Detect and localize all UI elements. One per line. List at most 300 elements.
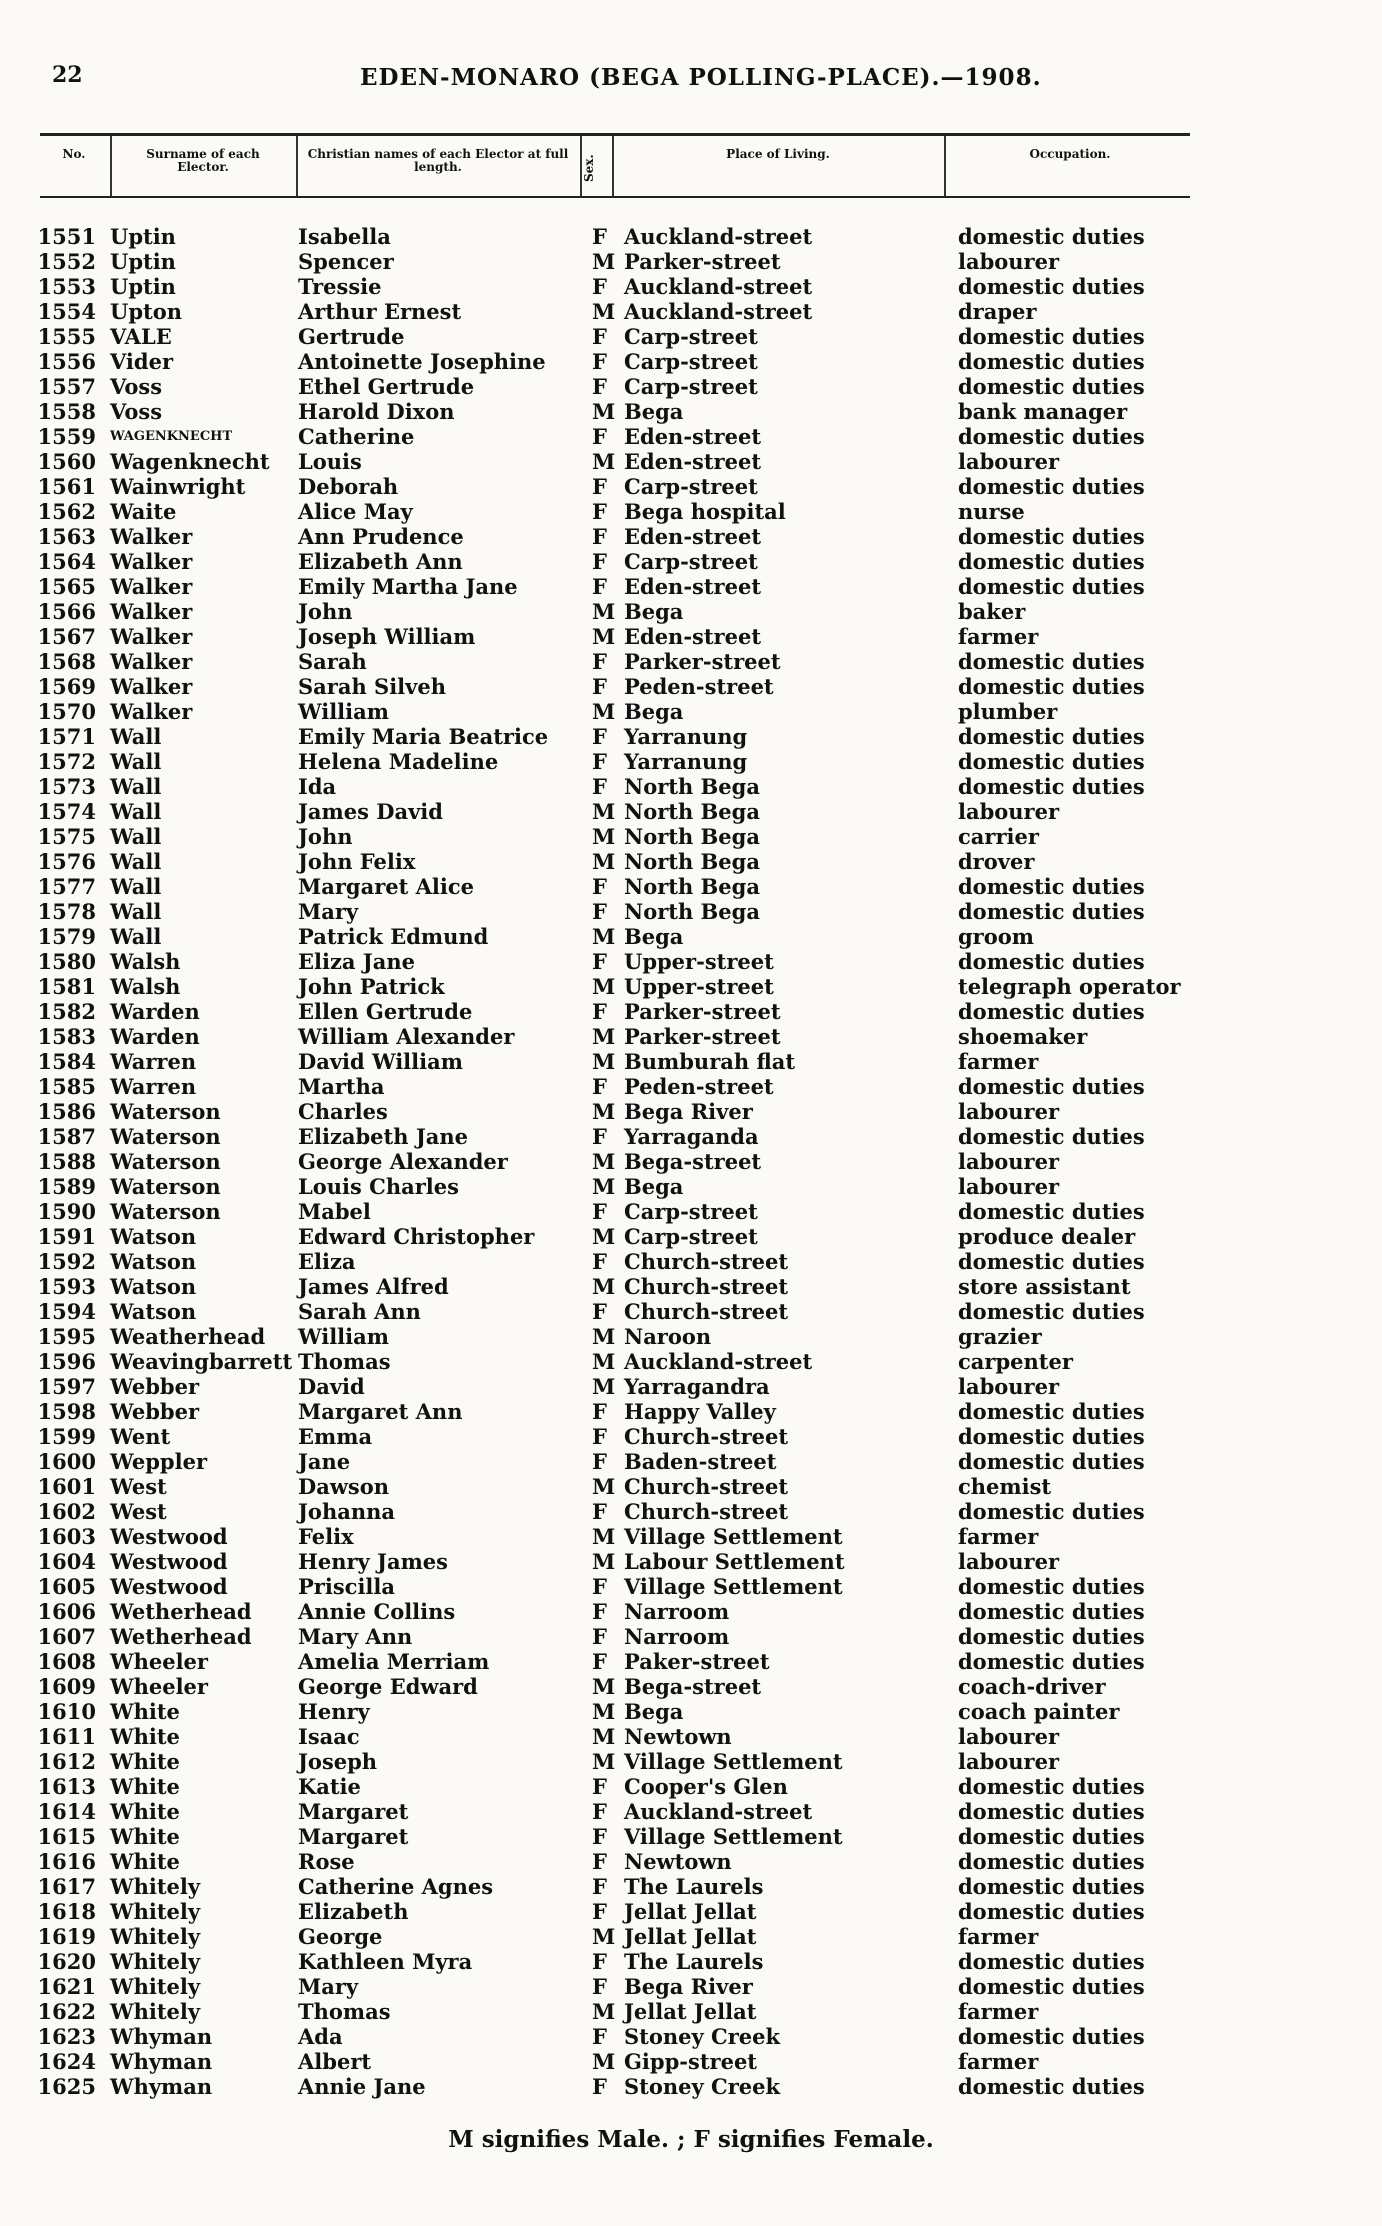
place-of-living: Narroom <box>624 1624 730 1649</box>
sex: M <box>592 299 616 324</box>
page-number: 22 <box>52 62 83 88</box>
surname: Vider <box>110 349 174 374</box>
surname: Whitely <box>110 1999 201 2024</box>
surname: Wall <box>110 824 162 849</box>
christian-names: Mary <box>298 899 359 924</box>
table-row <box>0 999 1382 1024</box>
occupation: coach-driver <box>958 1674 1106 1699</box>
occupation: domestic duties <box>958 324 1145 349</box>
table-row <box>0 824 1382 849</box>
place-of-living: North Bega <box>624 874 760 899</box>
elector-number: 1618 <box>37 1899 96 1924</box>
sex: F <box>592 1974 607 1999</box>
elector-number: 1586 <box>37 1099 96 1124</box>
table-row <box>0 649 1382 674</box>
sex: F <box>592 1424 607 1449</box>
elector-number: 1573 <box>37 774 96 799</box>
place-of-living: Parker-street <box>624 649 781 674</box>
surname: West <box>110 1499 167 1524</box>
table-row <box>0 349 1382 374</box>
place-of-living: Parker-street <box>624 1024 781 1049</box>
surname: Uptin <box>110 274 176 299</box>
surname: Whitely <box>110 1949 201 1974</box>
elector-number: 1611 <box>37 1724 96 1749</box>
table-row <box>0 674 1382 699</box>
christian-names: John <box>298 824 353 849</box>
place-of-living: North Bega <box>624 824 760 849</box>
surname: Wall <box>110 799 162 824</box>
sex: M <box>592 1674 616 1699</box>
place-of-living: Peden-street <box>624 1074 774 1099</box>
place-of-living: Carp-street <box>624 324 758 349</box>
place-of-living: Bega hospital <box>624 499 786 524</box>
sex: F <box>592 1249 607 1274</box>
table-row <box>0 1499 1382 1524</box>
sex: F <box>592 1874 607 1899</box>
place-of-living: Gipp-street <box>624 2049 758 2074</box>
surname: Whitely <box>110 1924 201 1949</box>
sex: M <box>592 849 616 874</box>
occupation: domestic duties <box>958 724 1145 749</box>
surname: Wheeler <box>110 1674 208 1699</box>
elector-number: 1555 <box>37 324 96 349</box>
table-row <box>0 1149 1382 1174</box>
table-row <box>0 1624 1382 1649</box>
christian-names: Margaret Alice <box>298 874 475 899</box>
elector-number: 1576 <box>37 849 96 874</box>
place-of-living: Auckland-street <box>624 224 813 249</box>
occupation: domestic duties <box>958 349 1145 374</box>
table-row <box>0 1824 1382 1849</box>
place-of-living: Bega <box>624 699 684 724</box>
place-of-living: Newtown <box>624 1724 732 1749</box>
sex: F <box>592 724 607 749</box>
christian-names: Katie <box>298 1774 361 1799</box>
occupation: farmer <box>958 1999 1039 2024</box>
place-of-living: Bumburah flat <box>624 1049 796 1074</box>
surname: VALE <box>110 324 172 349</box>
christian-names: Arthur Ernest <box>298 299 462 324</box>
place-of-living: Carp-street <box>624 1199 758 1224</box>
table-row <box>0 1324 1382 1349</box>
surname: Whitely <box>110 1899 201 1924</box>
christian-names: George Alexander <box>298 1149 508 1174</box>
surname: Westwood <box>110 1524 228 1549</box>
place-of-living: Bega-street <box>624 1674 762 1699</box>
occupation: domestic duties <box>958 674 1145 699</box>
table-row <box>0 2024 1382 2049</box>
surname: Wall <box>110 774 162 799</box>
sex: F <box>592 999 607 1024</box>
column-header-place: Place of Living. <box>726 147 830 161</box>
christian-names: Catherine Agnes <box>298 1874 494 1899</box>
place-of-living: Parker-street <box>624 249 781 274</box>
place-of-living: Auckland-street <box>624 1799 813 1824</box>
table-row <box>0 924 1382 949</box>
surname: Walsh <box>110 974 181 999</box>
table-row <box>0 1199 1382 1224</box>
elector-number: 1599 <box>37 1424 96 1449</box>
column-divider <box>612 136 614 196</box>
occupation: labourer <box>958 1374 1060 1399</box>
surname: West <box>110 1474 167 1499</box>
elector-number: 1571 <box>37 724 96 749</box>
surname: Wall <box>110 874 162 899</box>
table-row <box>0 474 1382 499</box>
christian-names: William Alexander <box>298 1024 515 1049</box>
place-of-living: Stoney Creek <box>624 2024 781 2049</box>
christian-names: Rose <box>298 1849 355 1874</box>
elector-number: 1595 <box>37 1324 96 1349</box>
christian-names: Antoinette Josephine <box>298 349 546 374</box>
sex: M <box>592 1474 616 1499</box>
occupation: domestic duties <box>958 1074 1145 1099</box>
place-of-living: Baden-street <box>624 1449 777 1474</box>
table-row <box>0 1449 1382 1474</box>
occupation: domestic duties <box>958 524 1145 549</box>
place-of-living: Jellat Jellat <box>624 1999 757 2024</box>
place-of-living: Church-street <box>624 1499 789 1524</box>
occupation: carpenter <box>958 1349 1073 1374</box>
elector-number: 1609 <box>37 1674 96 1699</box>
christian-names: Gertrude <box>298 324 405 349</box>
occupation: domestic duties <box>958 1599 1145 1624</box>
christian-names: Margaret <box>298 1799 409 1824</box>
sex: F <box>592 1574 607 1599</box>
elector-number: 1604 <box>37 1549 96 1574</box>
place-of-living: Bega <box>624 1699 684 1724</box>
surname: Voss <box>110 374 163 399</box>
surname: Webber <box>110 1374 200 1399</box>
occupation: grazier <box>958 1324 1042 1349</box>
table-row <box>0 574 1382 599</box>
elector-number: 1602 <box>37 1499 96 1524</box>
place-of-living: Labour Settlement <box>624 1549 845 1574</box>
christian-names: Tressie <box>298 274 382 299</box>
surname: White <box>110 1799 180 1824</box>
sex: F <box>592 1899 607 1924</box>
surname: White <box>110 1749 180 1774</box>
christian-names: Helena Madeline <box>298 749 499 774</box>
place-of-living: Church-street <box>624 1299 789 1324</box>
place-of-living: Yarranung <box>624 724 748 749</box>
christian-names: Henry James <box>298 1549 448 1574</box>
place-of-living: North Bega <box>624 849 760 874</box>
sex: F <box>592 524 607 549</box>
christian-names: Felix <box>298 1524 354 1549</box>
place-of-living: Village Settlement <box>624 1524 843 1549</box>
christian-names: James David <box>298 799 443 824</box>
elector-number: 1562 <box>37 499 96 524</box>
table-row <box>0 774 1382 799</box>
place-of-living: Parker-street <box>624 999 781 1024</box>
occupation: domestic duties <box>958 1849 1145 1874</box>
surname: White <box>110 1824 180 1849</box>
surname: White <box>110 1774 180 1799</box>
place-of-living: North Bega <box>624 899 760 924</box>
elector-number: 1572 <box>37 749 96 774</box>
place-of-living: Carp-street <box>624 349 758 374</box>
occupation: farmer <box>958 1924 1039 1949</box>
sex: M <box>592 699 616 724</box>
elector-number: 1600 <box>37 1449 96 1474</box>
surname: Uptin <box>110 224 176 249</box>
column-divider <box>110 136 112 196</box>
surname: Wainwright <box>110 474 246 499</box>
table-row <box>0 1049 1382 1074</box>
christian-names: John <box>298 599 353 624</box>
table-row <box>0 949 1382 974</box>
christian-names: Priscilla <box>298 1574 395 1599</box>
sex: M <box>592 1524 616 1549</box>
place-of-living: Bega <box>624 924 684 949</box>
sex: M <box>592 1349 616 1374</box>
occupation: plumber <box>958 699 1058 724</box>
surname: Weppler <box>110 1449 208 1474</box>
sex: M <box>592 1224 616 1249</box>
sex: F <box>592 2024 607 2049</box>
table-row <box>0 974 1382 999</box>
occupation: bank manager <box>958 399 1128 424</box>
elector-number: 1614 <box>37 1799 96 1824</box>
sex: F <box>592 549 607 574</box>
occupation: chemist <box>958 1474 1052 1499</box>
surname: Warden <box>110 999 200 1024</box>
christian-names: Alice May <box>298 499 413 524</box>
occupation: domestic duties <box>958 1124 1145 1149</box>
surname: Webber <box>110 1399 200 1424</box>
place-of-living: Carp-street <box>624 1224 758 1249</box>
elector-number: 1569 <box>37 674 96 699</box>
table-row <box>0 1524 1382 1549</box>
occupation: farmer <box>958 1524 1039 1549</box>
occupation: domestic duties <box>958 1624 1145 1649</box>
christian-names: George Edward <box>298 1674 478 1699</box>
sex: F <box>592 574 607 599</box>
christian-names: Dawson <box>298 1474 389 1499</box>
elector-number: 1608 <box>37 1649 96 1674</box>
surname: Whyman <box>110 2024 213 2049</box>
sex: M <box>592 924 616 949</box>
christian-names: Ida <box>298 774 337 799</box>
column-header-no: No. <box>62 147 86 161</box>
elector-number: 1591 <box>37 1224 96 1249</box>
christian-names: Elizabeth Jane <box>298 1124 468 1149</box>
table-row <box>0 449 1382 474</box>
surname: Warden <box>110 1024 200 1049</box>
table-row <box>0 1574 1382 1599</box>
surname: Watson <box>110 1224 197 1249</box>
place-of-living: Narroom <box>624 1599 730 1624</box>
occupation: domestic duties <box>958 224 1145 249</box>
elector-number: 1574 <box>37 799 96 824</box>
christian-names: Eliza <box>298 1249 356 1274</box>
occupation: domestic duties <box>958 474 1145 499</box>
elector-number: 1578 <box>37 899 96 924</box>
place-of-living: Eden-street <box>624 574 762 599</box>
surname: Waterson <box>110 1124 221 1149</box>
table-row <box>0 1399 1382 1424</box>
table-row <box>0 1599 1382 1624</box>
table-row <box>0 249 1382 274</box>
sex: F <box>592 1824 607 1849</box>
table-row <box>0 1949 1382 1974</box>
table-row <box>0 549 1382 574</box>
occupation: telegraph operator <box>958 974 1181 999</box>
surname: Weavingbarrett <box>110 1349 293 1374</box>
column-divider <box>296 136 298 196</box>
occupation: domestic duties <box>958 424 1145 449</box>
christian-names: Annie Collins <box>298 1599 456 1624</box>
place-of-living: Yarranung <box>624 749 748 774</box>
surname: Wall <box>110 849 162 874</box>
sex: M <box>592 1324 616 1349</box>
sex: F <box>592 474 607 499</box>
sex: M <box>592 449 616 474</box>
surname: Wall <box>110 899 162 924</box>
sex: F <box>592 899 607 924</box>
sex: M <box>592 1149 616 1174</box>
column-header-sex: Sex. <box>582 154 596 182</box>
occupation: drover <box>958 849 1035 874</box>
sex: M <box>592 1174 616 1199</box>
occupation: store assistant <box>958 1274 1131 1299</box>
sex: M <box>592 1049 616 1074</box>
surname: Walker <box>110 624 193 649</box>
christian-names: Elizabeth Ann <box>298 549 463 574</box>
place-of-living: Auckland-street <box>624 299 813 324</box>
place-of-living: North Bega <box>624 774 760 799</box>
surname: Westwood <box>110 1574 228 1599</box>
table-row <box>0 1349 1382 1374</box>
place-of-living: Village Settlement <box>624 1824 843 1849</box>
christian-names: Mabel <box>298 1199 371 1224</box>
table-row <box>0 1649 1382 1674</box>
surname: White <box>110 1724 180 1749</box>
occupation: domestic duties <box>958 374 1145 399</box>
elector-number: 1607 <box>37 1624 96 1649</box>
elector-number: 1564 <box>37 549 96 574</box>
elector-number: 1622 <box>37 1999 96 2024</box>
occupation: draper <box>958 299 1037 324</box>
table-row <box>0 1124 1382 1149</box>
elector-number: 1561 <box>37 474 96 499</box>
table-row <box>0 699 1382 724</box>
occupation: carrier <box>958 824 1039 849</box>
elector-number: 1565 <box>37 574 96 599</box>
christian-names: Martha <box>298 1074 385 1099</box>
sex: M <box>592 824 616 849</box>
christian-names: Thomas <box>298 1999 391 2024</box>
occupation: domestic duties <box>958 949 1145 974</box>
surname: Wall <box>110 924 162 949</box>
table-row <box>0 1374 1382 1399</box>
elector-number: 1625 <box>37 2074 96 2099</box>
elector-number: 1554 <box>37 299 96 324</box>
table-row <box>0 1849 1382 1874</box>
surname: Watson <box>110 1249 197 1274</box>
sex: F <box>592 1799 607 1824</box>
place-of-living: Carp-street <box>624 549 758 574</box>
sex: F <box>592 499 607 524</box>
occupation: shoemaker <box>958 1024 1088 1049</box>
place-of-living: Village Settlement <box>624 1574 843 1599</box>
surname: Wagenknecht <box>110 449 270 474</box>
christian-names: Edward Christopher <box>298 1224 535 1249</box>
occupation: farmer <box>958 624 1039 649</box>
christian-names: Jane <box>298 1449 351 1474</box>
occupation: domestic duties <box>958 1949 1145 1974</box>
christian-names: Joseph <box>298 1749 378 1774</box>
table-row <box>0 1249 1382 1274</box>
christian-names: Ada <box>298 2024 343 2049</box>
occupation: nurse <box>958 499 1025 524</box>
place-of-living: The Laurels <box>624 1874 764 1899</box>
christian-names: Joseph William <box>298 624 476 649</box>
occupation: domestic duties <box>958 749 1145 774</box>
place-of-living: Bega <box>624 399 684 424</box>
occupation: groom <box>958 924 1034 949</box>
column-divider <box>944 136 946 196</box>
elector-number: 1616 <box>37 1849 96 1874</box>
sex: F <box>592 1599 607 1624</box>
place-of-living: Church-street <box>624 1249 789 1274</box>
sex: M <box>592 1749 616 1774</box>
table-row <box>0 874 1382 899</box>
table-row <box>0 2049 1382 2074</box>
sex: F <box>592 874 607 899</box>
occupation: domestic duties <box>958 574 1145 599</box>
occupation: labourer <box>958 449 1060 474</box>
table-row <box>0 1024 1382 1049</box>
christian-names: Louis Charles <box>298 1174 459 1199</box>
elector-number: 1560 <box>37 449 96 474</box>
occupation: domestic duties <box>958 1574 1145 1599</box>
elector-number: 1552 <box>37 249 96 274</box>
sex: F <box>592 374 607 399</box>
place-of-living: Carp-street <box>624 474 758 499</box>
occupation: domestic duties <box>958 999 1145 1024</box>
place-of-living: Paker-street <box>624 1649 770 1674</box>
surname: Waterson <box>110 1099 221 1124</box>
elector-list <box>0 224 1382 2099</box>
occupation: domestic duties <box>958 1874 1145 1899</box>
sex: F <box>592 774 607 799</box>
elector-number: 1589 <box>37 1174 96 1199</box>
christian-names: Harold Dixon <box>298 399 455 424</box>
place-of-living: The Laurels <box>624 1949 764 1974</box>
occupation: domestic duties <box>958 774 1145 799</box>
elector-number: 1553 <box>37 274 96 299</box>
sex: M <box>592 799 616 824</box>
elector-number: 1587 <box>37 1124 96 1149</box>
elector-number: 1620 <box>37 1949 96 1974</box>
table-row <box>0 224 1382 249</box>
elector-number: 1582 <box>37 999 96 1024</box>
surname: Wheeler <box>110 1649 208 1674</box>
elector-number: 1588 <box>37 1149 96 1174</box>
surname: Wall <box>110 724 162 749</box>
christian-names: Albert <box>298 2049 372 2074</box>
christian-names: Margaret Ann <box>298 1399 463 1424</box>
occupation: farmer <box>958 2049 1039 2074</box>
place-of-living: Eden-street <box>624 449 762 474</box>
elector-number: 1621 <box>37 1974 96 1999</box>
column-header-occupation: Occupation. <box>1029 147 1111 161</box>
elector-number: 1619 <box>37 1924 96 1949</box>
sex: M <box>592 1374 616 1399</box>
occupation: domestic duties <box>958 1499 1145 1524</box>
